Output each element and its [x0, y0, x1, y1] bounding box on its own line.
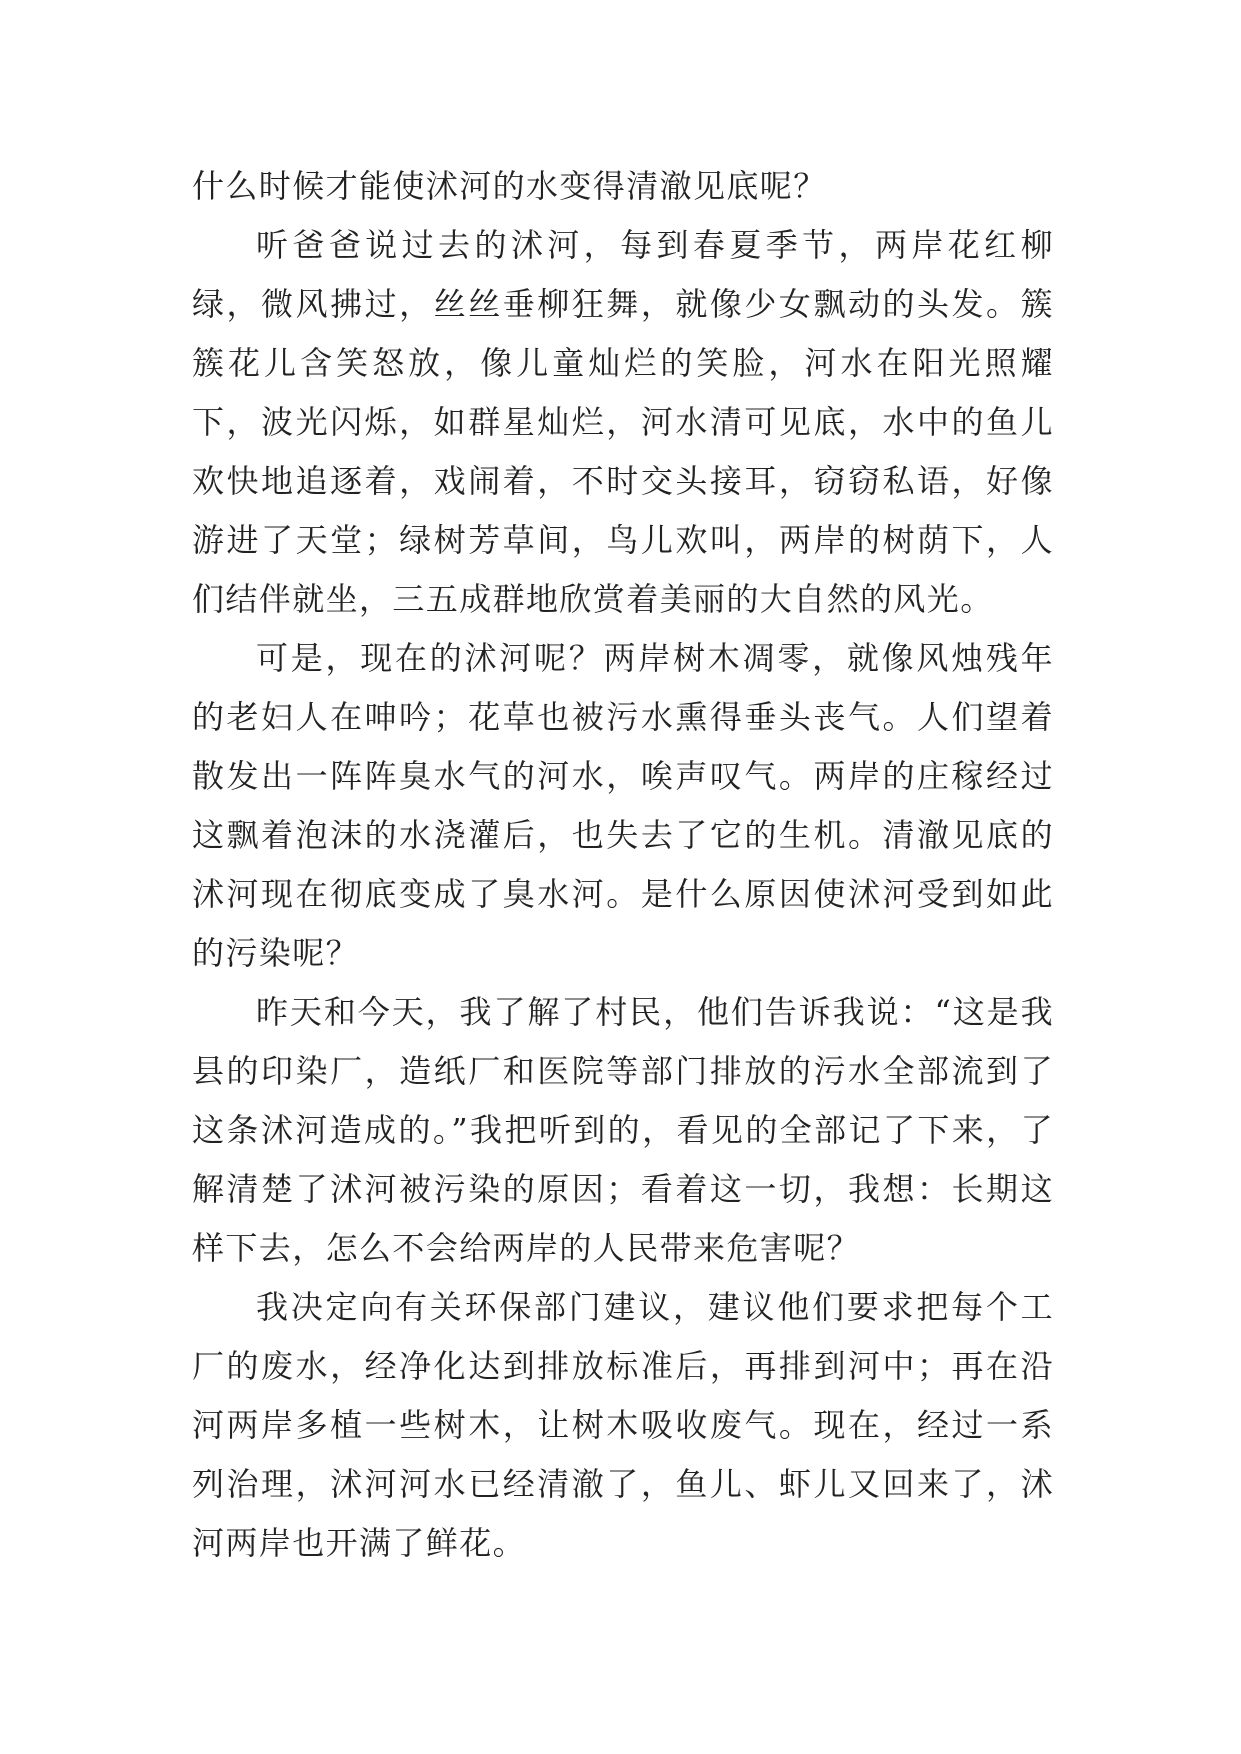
paragraph-3: 可是，现在的沭河呢？两岸树木凋零，就像风烛残年的老妇人在呻吟；花草也被污水熏得垂头丧气。人们望着散发出一阵阵臭水气的河水，唉声叹气。两岸的庄稼经过这飘着泡沫的水浇灌后，也失去了它的生机。清澈见底的沭河现在彻底变成了臭水河。是什么原因使沭河受到如此的污染呢？ — [192, 639, 1054, 972]
document-body — [192, 157, 1054, 1573]
paragraph-5: 我决定向有关环保部门建议，建议他们要求把每个工厂的废水，经净化达到排放标准后，再排到河中；再在沿河两岸多植一些树木，让树木吸收废气。现在，经过一系列治理，沭河河水已经清澈了，鱼儿、虾儿又回来了，沭河两岸也开满了鲜花。 — [192, 1288, 1054, 1562]
paragraph-2: 听爸爸说过去的沭河，每到春夏季节，两岸花红柳绿，微风拂过，丝丝垂柳狂舞，就像少女飘动的头发。簇簇花儿含笑怒放，像儿童灿烂的笑脸，河水在阳光照耀下，波光闪烁，如群星灿烂，河水清可见底，水中的鱼儿欢快地追逐着，戏闹着，不时交头接耳，窃窃私语，好像游进了天堂；绿树芳草间，鸟儿欢叫，两岸的树荫下，人们结伴就坐，三五成群地欣赏着美丽的大自然的风光。 — [192, 226, 1054, 618]
paragraph-4: 昨天和今天，我了解了村民，他们告诉我说：“这是我县的印染厂，造纸厂和医院等部门排放的污水全部流到了这条沭河造成的。”我把听到的，看见的全部记了下来，了解清楚了沭河被污染的原因；看着这一切，我想：长期这样下去，怎么不会给两岸的人民带来危害呢？ — [192, 993, 1054, 1267]
paragraph-1: 什么时候才能使沭河的水变得清澈见底呢？ — [192, 167, 827, 205]
